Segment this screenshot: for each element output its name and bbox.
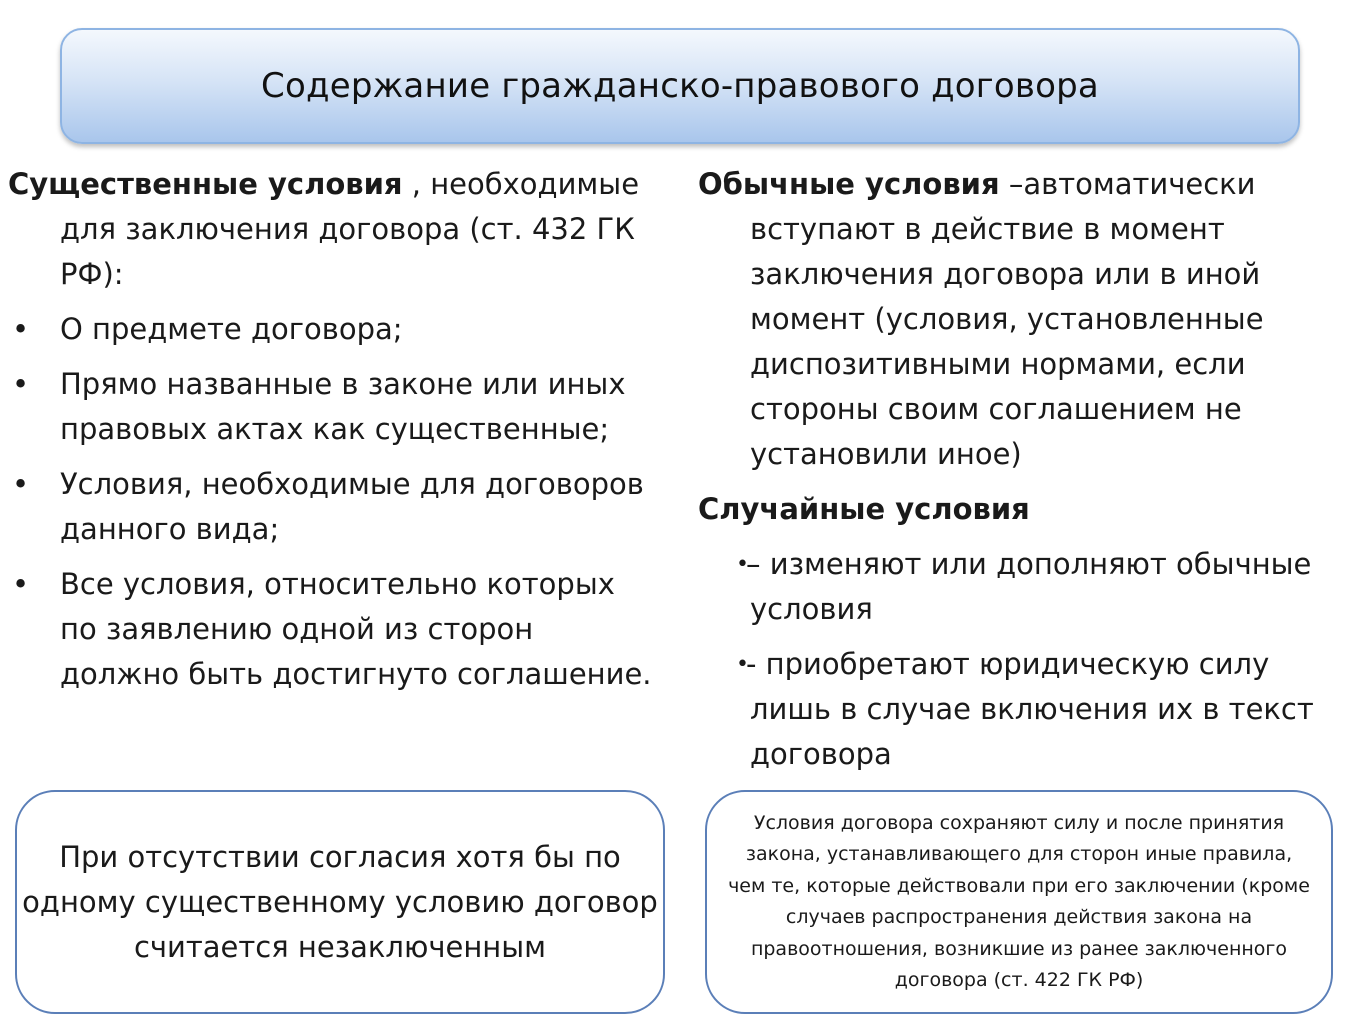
ordinary-terms-heading [698,162,1344,477]
list-item [8,462,658,552]
note-text: Условия договора сохраняют силу и после принятия закона, устанавливающего для сторон иные правила, чем те, которые действовали при его заключении (кроме случаев распространения действия закона на правоотношения, возникшие из ранее заключенного договора (ст. 422 ГК РФ) [728,811,1310,991]
list-item [698,642,1344,777]
essential-terms-list [8,307,658,697]
list-item-text: О предмете договора; [60,312,403,346]
ordinary-terms-column [698,162,1344,777]
list-item-text: – изменяют или дополняют обычные условия [746,547,1312,626]
essential-terms-heading [8,162,658,297]
list-item-text: Все условия, относительно которых по заявлению одной из сторон должно быть достигнуто соглашение. [60,567,652,691]
list-item-text: - приобретают юридическую силу лишь в случае включения их в текст договора [746,647,1314,771]
essential-terms-definition: , необходимые для заключения договора (ст. 432 ГК РФ): [60,167,640,291]
bullet-icon: • [736,652,749,677]
note-text: При отсутствии согласия хотя бы по одному существенному условию договор считается незаключенным [22,839,658,964]
bullet-icon: • [12,312,30,346]
bullet-icon: • [12,567,30,601]
list-item-text: Условия, необходимые для договоров данного вида; [60,467,644,546]
essential-terms-title: Существенные условия [8,167,403,201]
bullet-icon: • [12,467,30,501]
list-item [8,562,658,697]
bullet-icon: • [12,367,30,401]
list-item-text: Прямо названные в законе или иных правовых актах как существенные; [60,367,626,446]
incidental-terms-title: Случайные условия [698,492,1030,526]
ordinary-terms-title: Обычные условия [698,167,1000,201]
incidental-terms-list [698,542,1344,777]
list-item [698,542,1344,632]
page-title: Содержание гражданско-правового договора [261,66,1099,106]
list-item [8,307,658,352]
title-banner [60,28,1300,144]
bullet-icon: • [736,552,749,577]
unconcluded-contract-note [15,790,665,1014]
ordinary-terms-definition: –автоматически вступают в действие в момент заключения договора или в иной момент (условия, установленные диспозитивными нормами, если стороны своим соглашением не установили иное) [750,167,1264,471]
essential-terms-column [8,162,658,697]
law-change-note [705,790,1333,1014]
list-item [8,362,658,452]
